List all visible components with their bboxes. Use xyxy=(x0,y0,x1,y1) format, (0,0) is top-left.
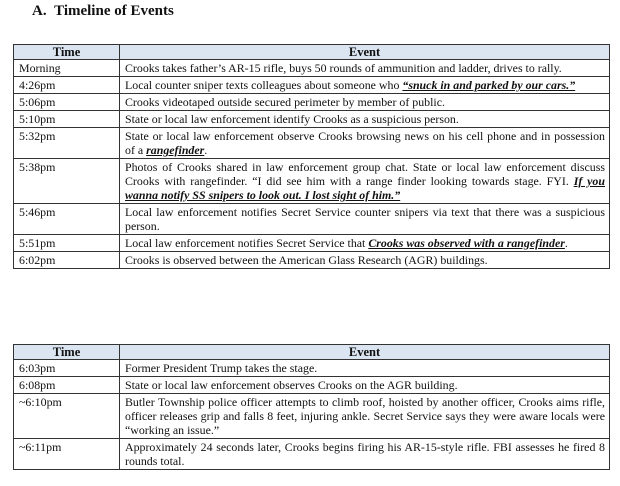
timeline-table-1 xyxy=(13,44,610,269)
table-row xyxy=(14,159,610,204)
emphasized-quote: If you wanna notify SS snipers to look out. I lost sight of him.” xyxy=(125,174,605,202)
emphasized-quote: “snuck in and parked by our cars.” xyxy=(402,78,576,92)
event-column-header: Event xyxy=(120,45,610,60)
table-row xyxy=(14,439,610,470)
section-heading: A. Timeline of Events xyxy=(32,3,174,19)
event-cell xyxy=(120,60,610,77)
event-text: Butler Township police officer attempts to climb roof, hoisted by another officer, Crooks aims rifle, officer releases grip and falls 8 feet, injuring ankle. Secret Service says they were aware locals were “working an issue.” xyxy=(125,395,605,437)
timeline-table-1-body xyxy=(14,60,610,269)
event-text: State or local law enforcement identify Crooks as a suspicious person. xyxy=(125,112,459,126)
event-cell xyxy=(120,159,610,204)
time-column-header: Time xyxy=(14,45,120,60)
table-row xyxy=(14,60,610,77)
timeline-table-2-body xyxy=(14,360,610,470)
table-row xyxy=(14,394,610,439)
event-text: Local counter sniper texts colleagues about someone who xyxy=(125,78,403,92)
event-text: Crooks is observed between the American Glass Research (AGR) buildings. xyxy=(125,253,488,267)
time-cell: 5:51pm xyxy=(14,235,120,252)
event-cell xyxy=(120,204,610,235)
time-cell: 5:46pm xyxy=(14,204,120,235)
event-text: Crooks videotaped outside secured perimeter by member of public. xyxy=(125,95,445,109)
event-text: Local law enforcement notifies Secret Service counter snipers via text that there was a suspicious person. xyxy=(125,205,605,233)
event-cell xyxy=(120,128,610,159)
table-row xyxy=(14,77,610,94)
time-cell: ~6:11pm xyxy=(14,439,120,470)
time-cell: 6:03pm xyxy=(14,360,120,377)
event-text: Local law enforcement notifies Secret Service that xyxy=(125,236,369,250)
event-column-header: Event xyxy=(120,345,610,360)
time-cell: 4:26pm xyxy=(14,77,120,94)
table-row xyxy=(14,252,610,269)
event-cell xyxy=(120,235,610,252)
header-row xyxy=(14,345,610,360)
table-row xyxy=(14,360,610,377)
header-row xyxy=(14,45,610,60)
table-row xyxy=(14,235,610,252)
time-cell: 5:10pm xyxy=(14,111,120,128)
table-row xyxy=(14,128,610,159)
time-column-header: Time xyxy=(14,345,120,360)
event-cell xyxy=(120,394,610,439)
table-row xyxy=(14,111,610,128)
time-cell: 5:32pm xyxy=(14,128,120,159)
time-cell: 6:08pm xyxy=(14,377,120,394)
table-row xyxy=(14,377,610,394)
emphasized-quote: rangefinder xyxy=(146,143,205,157)
time-cell: ~6:10pm xyxy=(14,394,120,439)
event-text: State or local law enforcement observes Crooks on the AGR building. xyxy=(125,378,458,392)
event-cell xyxy=(120,252,610,269)
event-cell xyxy=(120,94,610,111)
timeline-table-2 xyxy=(13,344,610,470)
time-cell: 5:06pm xyxy=(14,94,120,111)
time-cell: 5:38pm xyxy=(14,159,120,204)
event-text: Photos of Crooks shared in law enforcement group chat. State or local law enforcement discuss Crooks with rangefinder. “I did see him with a range finder looking towards stage. FYI. xyxy=(125,160,605,188)
emphasized-quote: Crooks was observed with a rangefinder xyxy=(368,236,565,250)
time-cell: Morning xyxy=(14,60,120,77)
time-cell: 6:02pm xyxy=(14,252,120,269)
event-cell xyxy=(120,111,610,128)
event-text: . xyxy=(564,236,568,250)
table-row xyxy=(14,94,610,111)
event-text: State or local law enforcement observe Crooks browsing news on his cell phone and in possession of a xyxy=(125,129,605,157)
event-text: Crooks takes father’s AR-15 rifle, buys 50 rounds of ammunition and ladder, drives to rally. xyxy=(125,61,562,75)
event-cell xyxy=(120,377,610,394)
event-text: Former President Trump takes the stage. xyxy=(125,361,318,375)
event-cell xyxy=(120,439,610,470)
event-text: . xyxy=(204,143,208,157)
event-cell xyxy=(120,77,610,94)
event-cell xyxy=(120,360,610,377)
table-row xyxy=(14,204,610,235)
event-text: Approximately 24 seconds later, Crooks begins firing his AR-15-style rifle. FBI assesses he fired 8 rounds total. xyxy=(125,440,605,468)
